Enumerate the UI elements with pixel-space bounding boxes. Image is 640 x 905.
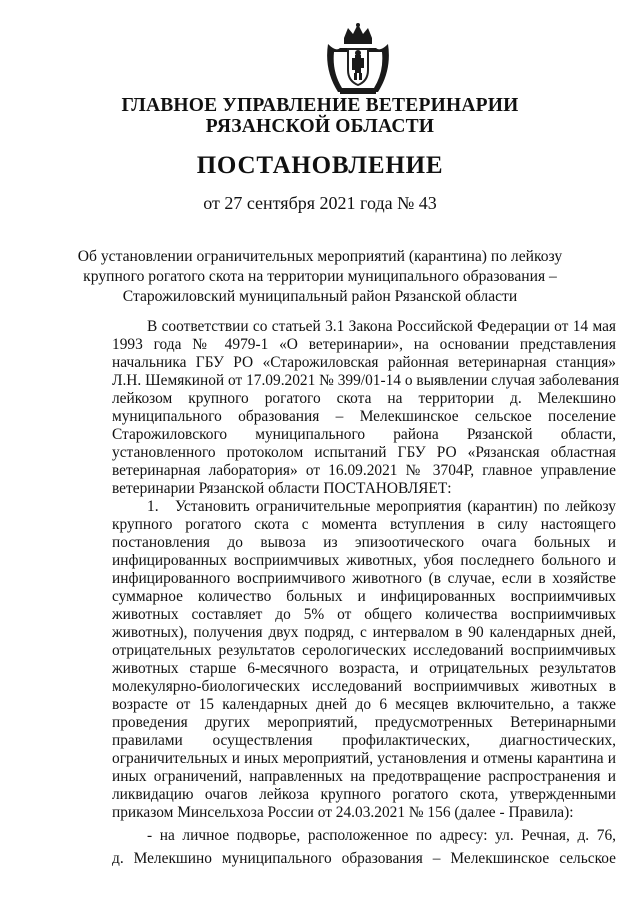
list-item-first-line — [147, 498, 616, 516]
list-item-line: проведения других мероприятий, предусмотренных Ветеринарными — [112, 714, 616, 731]
list-item-line: инфицированного восприимчивого животного (в случае, если в хозяйстве — [112, 570, 616, 587]
list-item-line: молекулярно-биологических исследований восприимчивых животных в — [112, 678, 616, 695]
document-date-number: от 27 сентября 2021 года № 43 — [203, 193, 437, 213]
list-item-line: животных), получения двух подряд, с интервалом в 90 календарных дней, — [112, 624, 616, 641]
subject-line: крупного рогатого скота на территории муниципального образования – — [83, 268, 557, 285]
list-item-line: животных составляет до 5% от общего количества восприимчивых — [112, 606, 616, 623]
subject-line: Старожиловский муниципальный район Рязанской области — [122, 288, 518, 305]
list-item-line: правилами осуществления профилактических, диагностических, — [112, 732, 616, 749]
list-item-line: суммарное количество больных и инфицированных восприимчивых — [112, 588, 616, 605]
list-item-line: отрицательных результатов серологических исследований восприимчивых — [112, 642, 616, 659]
list-item-number: 1. — [147, 498, 159, 515]
preamble-line: лейкозом крупного рогатого скота на территории д. Мелекшино — [112, 390, 616, 407]
list-item-line: животных старше 6-месячного возраста, и отрицательных результатов — [112, 660, 616, 677]
list-item-line: иных ограничений, направленных на предотвращение распространения и — [112, 768, 616, 785]
list-item-line: постановления до вывоза из эпизоотического очага больных и — [112, 534, 616, 551]
list-item-line: крупного рогатого скота с момента вступления в силу настоящего — [112, 516, 616, 533]
subject-line: Об установлении ограничительных мероприятий (карантина) по лейкозу — [77, 248, 563, 265]
preamble-line: Старожиловского муниципального района Рязанской области, — [112, 426, 616, 443]
preamble-line: начальника ГБУ РО «Старожиловская районная ветеринарная станция» — [112, 354, 616, 371]
preamble-line: муниципального образования – Мелекшинское сельское поселение — [112, 408, 616, 425]
preamble-line: ветеринарная лаборатория» от 16.09.2021 № 3704Р, главное управление — [112, 462, 616, 479]
organization-name: ГЛАВНОЕ УПРАВЛЕНИЕ ВЕТЕРИНАРИИ — [121, 95, 519, 116]
list-item-line: ограничительных и иных мероприятий, установления и отмены карантина и — [112, 750, 616, 767]
list-item-text: Установить ограничительные мероприятия (карантин) по лейкозу — [175, 498, 616, 515]
preamble-line: ветеринарии Рязанской области ПОСТАНОВЛЯЕТ: — [112, 480, 452, 497]
preamble-line: установленного протоколом испытаний ГБУ РО «Рязанская областная — [112, 444, 616, 461]
preamble-line: В соответствии со статьей 3.1 Закона Российской Федерации от 14 мая — [147, 318, 616, 335]
coat-of-arms-icon — [320, 22, 396, 96]
list-item-line: приказом Минсельхоза России от 24.03.2021 № 156 (далее - Правила): — [112, 804, 574, 821]
preamble-line: 1993 года № 4979-1 «О ветеринарии», на основании представления — [112, 336, 616, 353]
list-item-line: инфицированных восприимчивых животных, убоя последнего больного и — [112, 552, 616, 569]
list-item-line: возрасте от 15 календарных дней до 6 месяцев включительно, а также — [112, 696, 616, 713]
sub-item-line: д. Мелекшино муниципального образования – Мелекшинское сельское — [112, 850, 616, 867]
list-item-line: ликвидацию очагов лейкоза крупного рогатого скота, утвержденными — [112, 786, 616, 803]
sub-item-line: - на личное подворье, расположенное по адресу: ул. Речная, д. 76, — [147, 827, 616, 844]
document-type-title: ПОСТАНОВЛЕНИЕ — [196, 152, 444, 179]
organization-region: РЯЗАНСКОЙ ОБЛАСТИ — [205, 116, 435, 137]
preamble-line: Л.Н. Шемякиной от 17.09.2021 № 399/01-14 о выявлении случая заболевания — [112, 372, 620, 389]
